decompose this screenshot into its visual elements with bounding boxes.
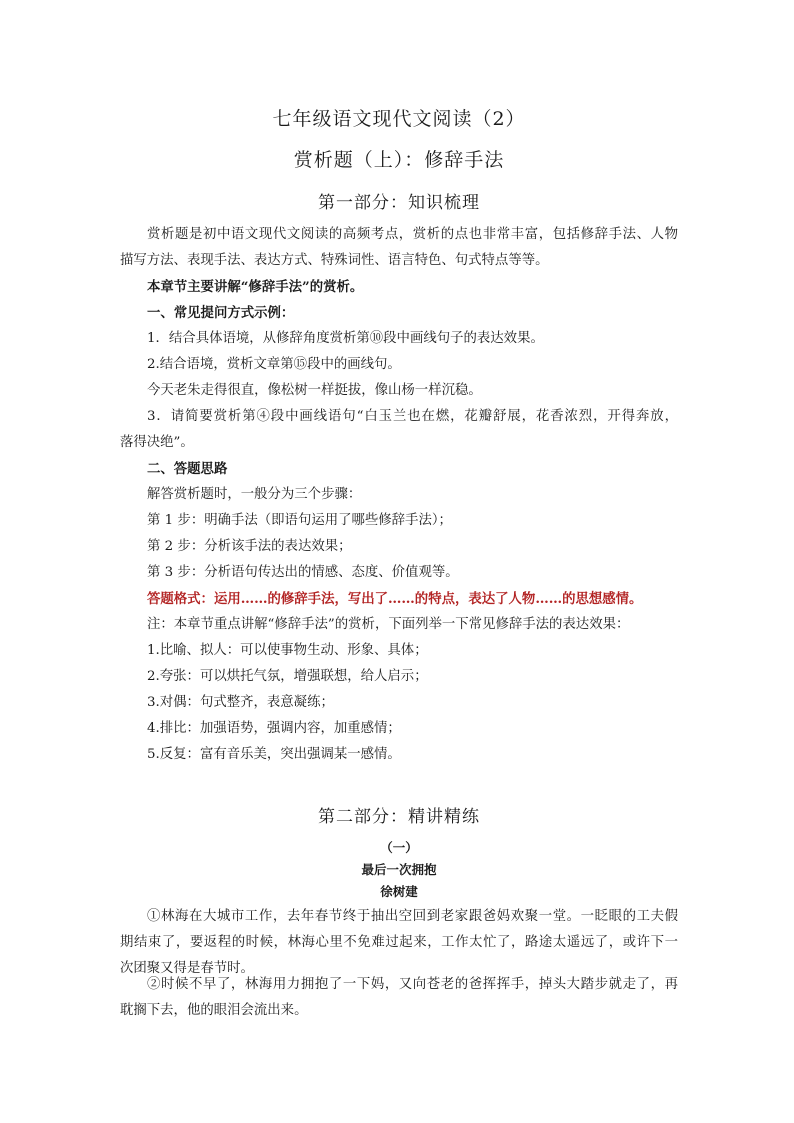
effect-item: 3.对偶：句式整齐，表意凝练； <box>147 695 334 710</box>
part2-heading: 第二部分：精讲精练 <box>318 807 480 827</box>
effect-item: 4.排比：加强语势，强调内容，加重感情； <box>147 721 401 736</box>
note: 注：本章节重点讲解“修辞手法”的赏析，下面列举一下常见修辞手法的表达效果： <box>147 617 630 632</box>
paragraph-1-line2: 期结束了，要返程的时候，林海心里不免难过起来，工作太忙了，路途太遥远了，或许下一 <box>120 935 678 950</box>
step-2: 第 2 步：分析该手法的表达效果； <box>147 539 352 554</box>
intro-paragraph-line1: 赏析题是初中语文现代文阅读的高频考点，赏析的点也非常丰富，包括修辞手法、人物 <box>147 227 678 242</box>
question-2: 2.结合语境，赏析文章第⑮段中的画线句。 <box>147 357 401 372</box>
paragraph-2-line1: ②时候不早了，林海用力拥抱了一下妈，又向苍老的爸挥挥手，掉头大踏步就走了，再 <box>147 977 678 992</box>
paragraph-1-line3: 次团聚又得是春节时。 <box>120 961 254 976</box>
question-1: 1．结合具体语境，从修辞角度赏析第⑩段中画线句子的表达效果。 <box>147 331 544 346</box>
document-title: 七年级语文现代文阅读（2） <box>272 108 526 130</box>
step-3: 第 3 步：分析语句传达出的情感、态度、价值观等。 <box>147 565 459 580</box>
part1-heading: 第一部分：知识梳理 <box>318 193 480 213</box>
question-2-sentence: 今天老朱走得很直，像松树一样挺拔，像山杨一样沉稳。 <box>147 383 482 398</box>
article-number: （一） <box>380 840 418 855</box>
section2-heading: 二、答题思路 <box>147 461 228 477</box>
article-title: 最后一次拥抱 <box>361 862 437 877</box>
question-3-line2: 落得决绝”。 <box>120 435 194 450</box>
question-3-line1: 3．请简要赏析第④段中画线语句“白玉兰也在燃，花瓣舒展，花香浓烈，开得奔放， <box>147 409 678 424</box>
paragraph-2-line2: 耽搁下去，他的眼泪会流出来。 <box>120 1003 308 1018</box>
effect-item: 1.比喻、拟人：可以使事物生动、形象、具体； <box>147 643 428 658</box>
chapter-focus: 本章节主要讲解“修辞手法”的赏析。 <box>147 279 364 295</box>
effect-item: 5.反复：富有音乐美，突出强调某一感情。 <box>147 747 401 762</box>
effect-item: 2.夸张：可以烘托气氛，增强联想，给人启示； <box>147 669 428 684</box>
intro-paragraph-line2: 描写方法、表现手法、表达方式、特殊词性、语言特色、句式特点等等。 <box>120 253 549 268</box>
document-subtitle: 赏析题（上）：修辞手法 <box>293 149 505 171</box>
step-1: 第 1 步：明确手法（即语句运用了哪些修辞手法）； <box>147 513 452 528</box>
section1-heading: 一、常见提问方式示例： <box>147 305 295 321</box>
article-author: 徐树建 <box>380 884 418 899</box>
steps-intro: 解答赏析题时，一般分为三个步骤： <box>147 487 362 502</box>
paragraph-1-line1: ①林海在大城市工作，去年春节终于抽出空回到老家跟爸妈欢聚一堂。一眨眼的工夫假 <box>147 909 678 924</box>
answer-format: 答题格式：运用……的修辞手法，写出了……的特点，表达了人物……的思想感情。 <box>147 591 643 607</box>
